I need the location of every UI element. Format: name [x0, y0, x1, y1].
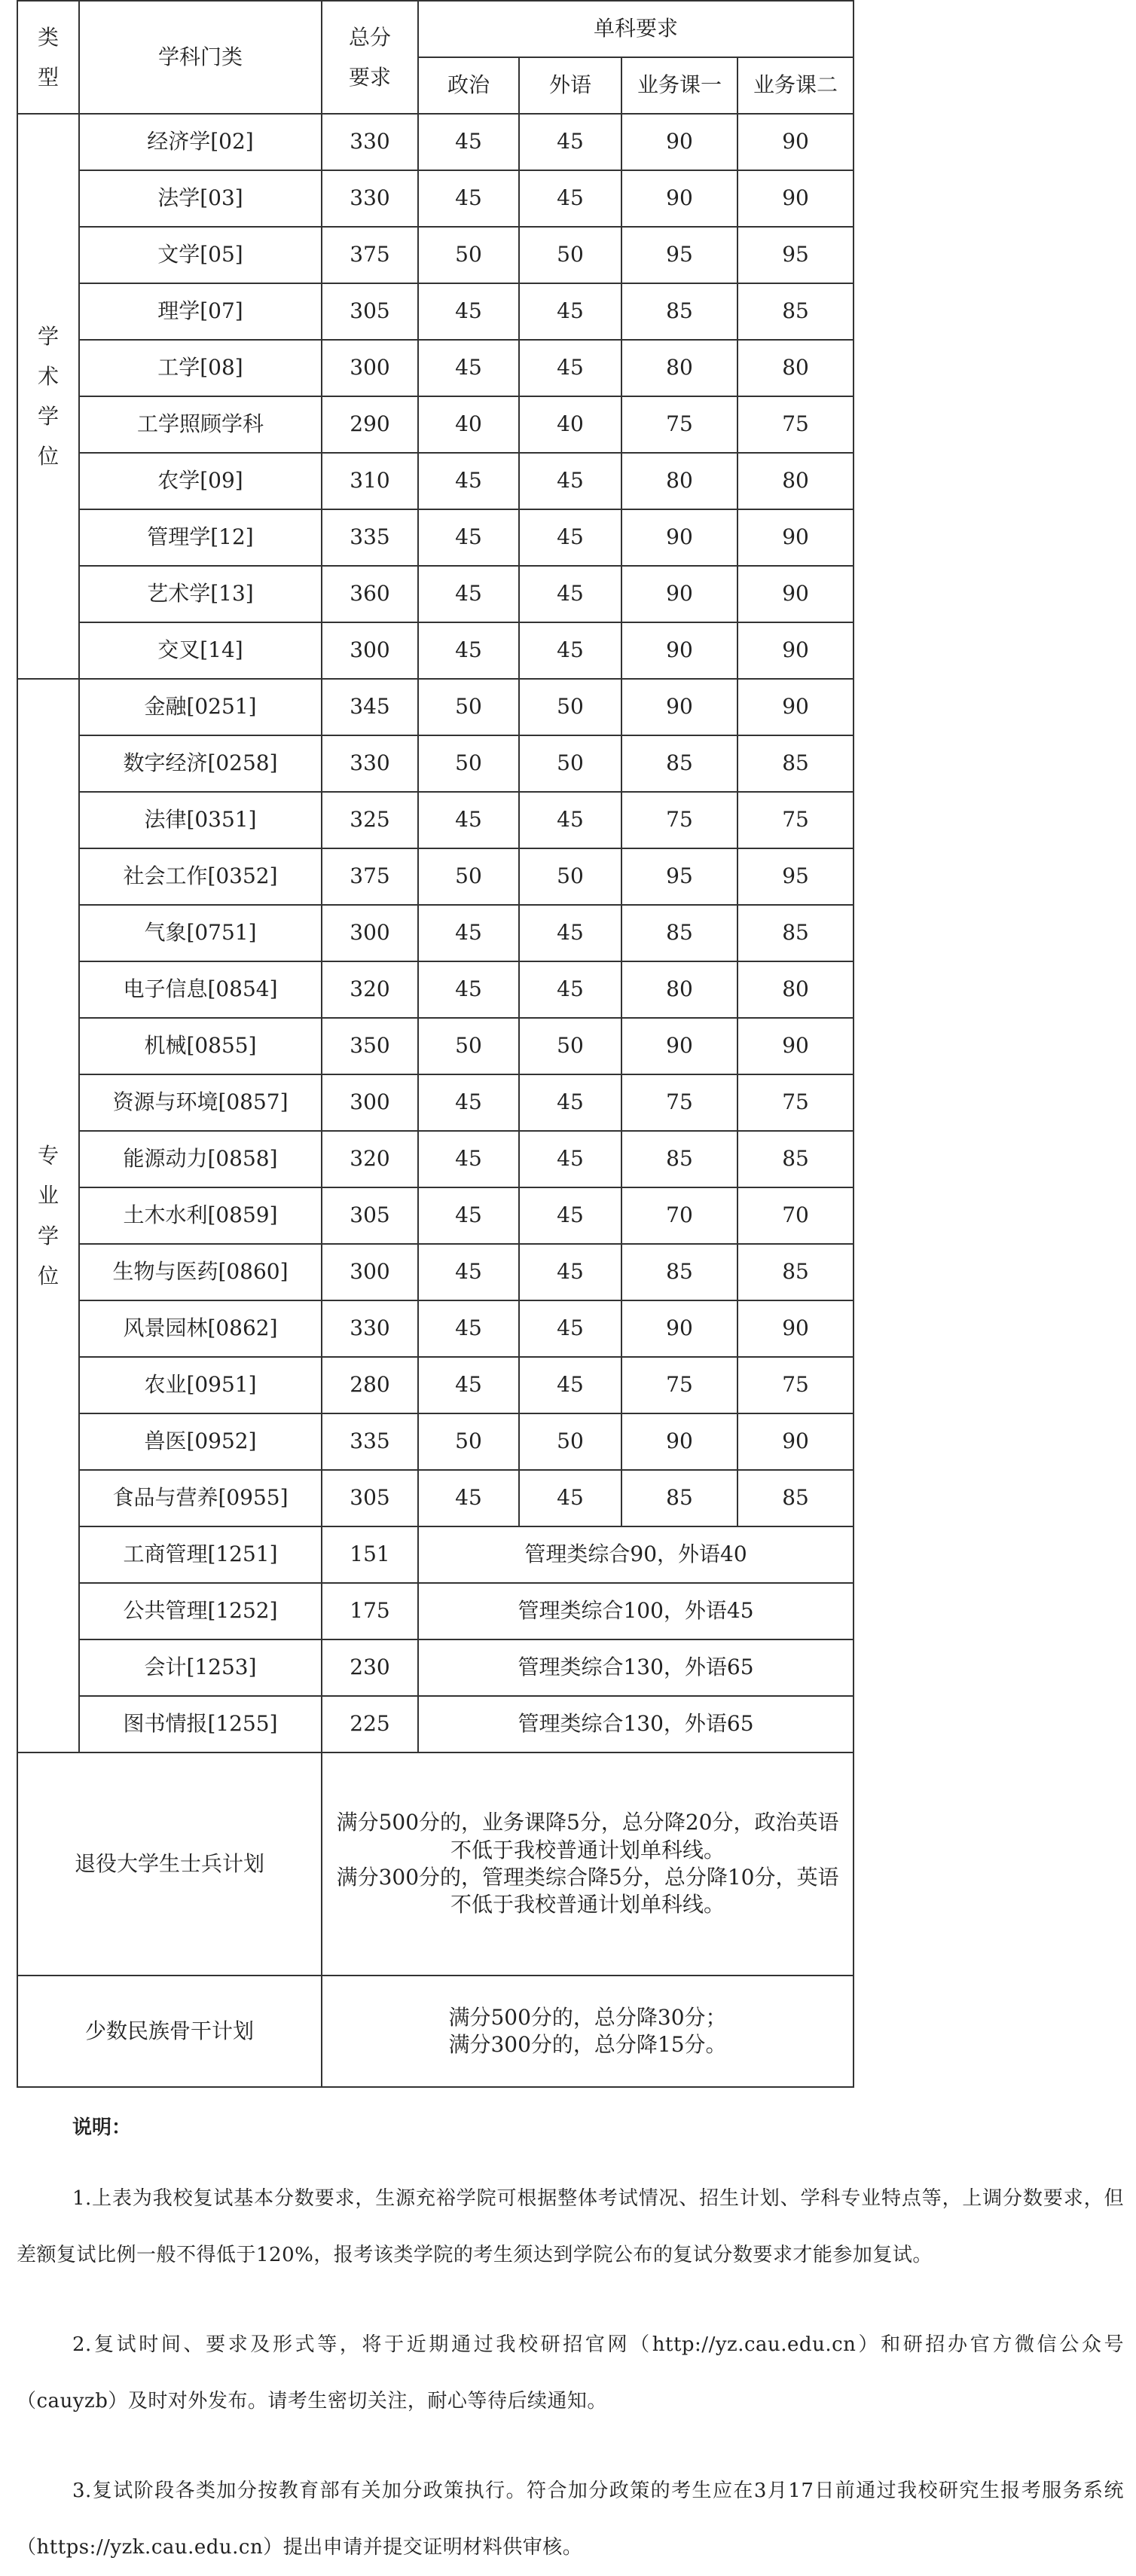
subject-name: 经济学[02] [79, 114, 322, 170]
total-score: 320 [322, 1131, 418, 1187]
header-type: 类型 [17, 1, 79, 114]
politics-score: 50 [418, 848, 519, 905]
minority-plan-line: 满分300分的，总分降15分。 [448, 2032, 727, 2057]
total-score: 345 [322, 679, 418, 735]
single-requirement: 管理类综合130，外语65 [418, 1639, 854, 1696]
total-score: 290 [322, 396, 418, 453]
politics-score: 45 [418, 1244, 519, 1300]
category-professional-label: 专业学位 [37, 1143, 59, 1288]
course2-score: 80 [737, 961, 854, 1018]
veteran-plan-details [322, 1752, 854, 1976]
table-row [17, 1583, 854, 1639]
foreign-score: 45 [519, 566, 621, 622]
politics-score: 45 [418, 1074, 519, 1131]
subject-name: 理学[07] [79, 283, 322, 340]
subject-name: 气象[0751] [79, 905, 322, 961]
course1-score: 90 [621, 622, 737, 679]
foreign-score: 45 [519, 622, 621, 679]
foreign-score: 50 [519, 1018, 621, 1074]
table-row [17, 227, 854, 283]
subject-name: 食品与营养[0955] [79, 1470, 322, 1526]
course2-score: 85 [737, 1244, 854, 1300]
course2-score: 95 [737, 848, 854, 905]
politics-score: 50 [418, 1413, 519, 1470]
veteran-plan-row [17, 1752, 854, 1976]
total-score: 230 [322, 1639, 418, 1696]
table-row [17, 1187, 854, 1244]
politics-score: 45 [418, 509, 519, 566]
foreign-score: 45 [519, 283, 621, 340]
subject-name: 电子信息[0854] [79, 961, 322, 1018]
politics-score: 45 [418, 961, 519, 1018]
politics-score: 45 [418, 114, 519, 170]
politics-score: 50 [418, 1018, 519, 1074]
total-score: 280 [322, 1357, 418, 1413]
foreign-score: 50 [519, 227, 621, 283]
politics-score: 50 [418, 679, 519, 735]
veteran-plan-label: 退役大学生士兵计划 [17, 1752, 322, 1976]
course1-score: 90 [621, 509, 737, 566]
course1-score: 95 [621, 227, 737, 283]
total-score: 325 [322, 792, 418, 848]
subject-name: 法律[0351] [79, 792, 322, 848]
table-row [17, 848, 854, 905]
category-academic-label: 学术学位 [37, 323, 59, 469]
table-row [17, 792, 854, 848]
foreign-score: 45 [519, 1244, 621, 1300]
course2-score: 70 [737, 1187, 854, 1244]
foreign-score: 50 [519, 1413, 621, 1470]
table-row [17, 1244, 854, 1300]
foreign-score: 50 [519, 848, 621, 905]
table-row [17, 1639, 854, 1696]
foreign-score: 45 [519, 792, 621, 848]
table-row [17, 1357, 854, 1413]
politics-score: 45 [418, 792, 519, 848]
course1-score: 90 [621, 114, 737, 170]
table-row [17, 961, 854, 1018]
course2-score: 80 [737, 453, 854, 509]
subject-name: 数字经济[0258] [79, 735, 322, 792]
course1-score: 85 [621, 1131, 737, 1187]
subject-name: 兽医[0952] [79, 1413, 322, 1470]
notes-section [17, 2112, 1124, 2576]
course2-score: 90 [737, 566, 854, 622]
subject-name: 农业[0951] [79, 1357, 322, 1413]
minority-plan-line: 满分500分的，总分降30分； [448, 2004, 727, 2030]
category-professional [17, 679, 79, 1752]
politics-score: 45 [418, 566, 519, 622]
veteran-plan-line: 满分500分的，业务课降5分，总分降20分，政治英语 [336, 1810, 839, 1835]
politics-score: 45 [418, 340, 519, 396]
foreign-score: 40 [519, 396, 621, 453]
note-item-1: 1.上表为我校复试基本分数要求，生源充裕学院可根据整体考试情况、招生计划、学科专业特点等，上调分数要求，但差额复试比例一般不得低于120%，报考该类学院的考生须达到学院公布的复试分数要求才能参加复试。 [17, 2187, 1124, 2266]
course2-score: 90 [737, 170, 854, 227]
course2-score: 75 [737, 396, 854, 453]
total-score: 335 [322, 1413, 418, 1470]
subject-name: 工学照顾学科 [79, 396, 322, 453]
total-score: 305 [322, 1187, 418, 1244]
course1-score: 90 [621, 566, 737, 622]
total-score: 375 [322, 848, 418, 905]
header-foreign: 外语 [519, 57, 621, 114]
subject-name: 艺术学[13] [79, 566, 322, 622]
foreign-score: 45 [519, 453, 621, 509]
course1-score: 80 [621, 340, 737, 396]
table-row [17, 1131, 854, 1187]
subject-name: 能源动力[0858] [79, 1131, 322, 1187]
course1-score: 90 [621, 679, 737, 735]
table-row [17, 1074, 854, 1131]
total-score: 310 [322, 453, 418, 509]
course1-score: 75 [621, 1074, 737, 1131]
course2-score: 85 [737, 283, 854, 340]
total-score: 300 [322, 905, 418, 961]
course2-score: 90 [737, 1413, 854, 1470]
foreign-score: 45 [519, 1074, 621, 1131]
veteran-plan-line: 不低于我校普通计划单科线。 [450, 1892, 725, 1917]
course1-score: 85 [621, 1470, 737, 1526]
politics-score: 45 [418, 1131, 519, 1187]
table-row [17, 1470, 854, 1526]
course2-score: 90 [737, 679, 854, 735]
course1-score: 70 [621, 1187, 737, 1244]
politics-score: 45 [418, 905, 519, 961]
foreign-score: 45 [519, 114, 621, 170]
course2-score: 90 [737, 509, 854, 566]
foreign-score: 45 [519, 961, 621, 1018]
header-total: 总分要求 [322, 1, 418, 114]
foreign-score: 45 [519, 1470, 621, 1526]
course1-score: 80 [621, 453, 737, 509]
table-row [17, 170, 854, 227]
course2-score: 90 [737, 1018, 854, 1074]
single-requirement: 管理类综合130，外语65 [418, 1696, 854, 1752]
total-score: 305 [322, 1470, 418, 1526]
table-row [17, 396, 854, 453]
total-score: 320 [322, 961, 418, 1018]
politics-score: 45 [418, 1357, 519, 1413]
total-score: 330 [322, 114, 418, 170]
foreign-score: 45 [519, 170, 621, 227]
course1-score: 90 [621, 1300, 737, 1357]
table-row [17, 1018, 854, 1074]
table-row [17, 509, 854, 566]
table-row [17, 283, 854, 340]
subject-name: 公共管理[1252] [79, 1583, 322, 1639]
politics-score: 45 [418, 1187, 519, 1244]
note-item-2: 2.复试时间、要求及形式等，将于近期通过我校研招官网（http://yz.cau.edu.cn）和研招办官方微信公众号（cauyzb）及时对外发布。请考生密切关注，耐心等待后续通知。 [17, 2333, 1124, 2413]
single-requirement: 管理类综合100，外语45 [418, 1583, 854, 1639]
subject-name: 农学[09] [79, 453, 322, 509]
total-score: 350 [322, 1018, 418, 1074]
veteran-plan-line: 满分300分的，管理类综合降5分，总分降10分，英语 [336, 1865, 839, 1890]
foreign-score: 45 [519, 1300, 621, 1357]
subject-name: 管理学[12] [79, 509, 322, 566]
header-subject: 学科门类 [79, 1, 322, 114]
course2-score: 75 [737, 1074, 854, 1131]
subject-name: 工商管理[1251] [79, 1526, 322, 1583]
total-score: 300 [322, 340, 418, 396]
politics-score: 45 [418, 283, 519, 340]
single-requirement: 管理类综合90，外语40 [418, 1526, 854, 1583]
total-score: 330 [322, 735, 418, 792]
course2-score: 85 [737, 735, 854, 792]
table-row [17, 622, 854, 679]
total-score: 175 [322, 1583, 418, 1639]
foreign-score: 45 [519, 1187, 621, 1244]
total-score: 151 [322, 1526, 418, 1583]
total-score: 300 [322, 1074, 418, 1131]
course2-score: 90 [737, 622, 854, 679]
course1-score: 95 [621, 848, 737, 905]
course2-score: 85 [737, 905, 854, 961]
total-score: 305 [322, 283, 418, 340]
table-row [17, 1696, 854, 1752]
subject-name: 图书情报[1255] [79, 1696, 322, 1752]
table-row [17, 905, 854, 961]
table-row [17, 1526, 854, 1583]
subject-name: 工学[08] [79, 340, 322, 396]
table-row [17, 1300, 854, 1357]
politics-score: 45 [418, 453, 519, 509]
header-single: 单科要求 [418, 1, 854, 57]
score-requirement-table [17, 0, 854, 2088]
foreign-score: 45 [519, 905, 621, 961]
politics-score: 45 [418, 1300, 519, 1357]
politics-score: 50 [418, 735, 519, 792]
total-score: 335 [322, 509, 418, 566]
politics-score: 45 [418, 170, 519, 227]
course1-score: 80 [621, 961, 737, 1018]
course2-score: 75 [737, 792, 854, 848]
subject-name: 法学[03] [79, 170, 322, 227]
header-politics: 政治 [418, 57, 519, 114]
subject-name: 会计[1253] [79, 1639, 322, 1696]
course1-score: 85 [621, 283, 737, 340]
subject-name: 机械[0855] [79, 1018, 322, 1074]
course1-score: 85 [621, 905, 737, 961]
foreign-score: 45 [519, 1357, 621, 1413]
category-academic [17, 114, 79, 679]
veteran-plan-line: 不低于我校普通计划单科线。 [450, 1837, 725, 1862]
course2-score: 75 [737, 1357, 854, 1413]
politics-score: 45 [418, 1470, 519, 1526]
total-score: 225 [322, 1696, 418, 1752]
header-course1: 业务课一 [621, 57, 737, 114]
table-row [17, 340, 854, 396]
foreign-score: 45 [519, 340, 621, 396]
foreign-score: 45 [519, 1131, 621, 1187]
header-course2: 业务课二 [737, 57, 854, 114]
course2-score: 90 [737, 114, 854, 170]
subject-name: 土木水利[0859] [79, 1187, 322, 1244]
course2-score: 80 [737, 340, 854, 396]
course1-score: 90 [621, 1413, 737, 1470]
note-item-3: 3.复试阶段各类加分按教育部有关加分政策执行。符合加分政策的考生应在3月17日前通过我校研究生报考服务系统（https://yzk.cau.edu.cn）提出申请并提交证明材料供审核。 [17, 2480, 1124, 2559]
subject-name: 风景园林[0862] [79, 1300, 322, 1357]
table-row [17, 1413, 854, 1470]
table-row [17, 679, 854, 735]
total-score: 375 [322, 227, 418, 283]
table-row [17, 453, 854, 509]
subject-name: 资源与环境[0857] [79, 1074, 322, 1131]
total-score: 330 [322, 170, 418, 227]
subject-name: 金融[0251] [79, 679, 322, 735]
course2-score: 90 [737, 1300, 854, 1357]
minority-plan-row [17, 1976, 854, 2087]
total-score: 300 [322, 1244, 418, 1300]
politics-score: 45 [418, 622, 519, 679]
foreign-score: 50 [519, 679, 621, 735]
minority-plan-details [322, 1976, 854, 2087]
table-row [17, 114, 854, 170]
politics-score: 40 [418, 396, 519, 453]
course1-score: 85 [621, 735, 737, 792]
course1-score: 90 [621, 1018, 737, 1074]
total-score: 330 [322, 1300, 418, 1357]
course1-score: 75 [621, 792, 737, 848]
politics-score: 50 [418, 227, 519, 283]
course1-score: 75 [621, 1357, 737, 1413]
total-score: 360 [322, 566, 418, 622]
minority-plan-label: 少数民族骨干计划 [17, 1976, 322, 2087]
course2-score: 95 [737, 227, 854, 283]
table-row [17, 566, 854, 622]
notes-title: 说明： [72, 2116, 132, 2139]
course1-score: 85 [621, 1244, 737, 1300]
table-row [17, 735, 854, 792]
subject-name: 社会工作[0352] [79, 848, 322, 905]
subject-name: 文学[05] [79, 227, 322, 283]
course1-score: 75 [621, 396, 737, 453]
course2-score: 85 [737, 1470, 854, 1526]
course1-score: 90 [621, 170, 737, 227]
subject-name: 交叉[14] [79, 622, 322, 679]
subject-name: 生物与医药[0860] [79, 1244, 322, 1300]
foreign-score: 50 [519, 735, 621, 792]
total-score: 300 [322, 622, 418, 679]
course2-score: 85 [737, 1131, 854, 1187]
foreign-score: 45 [519, 509, 621, 566]
